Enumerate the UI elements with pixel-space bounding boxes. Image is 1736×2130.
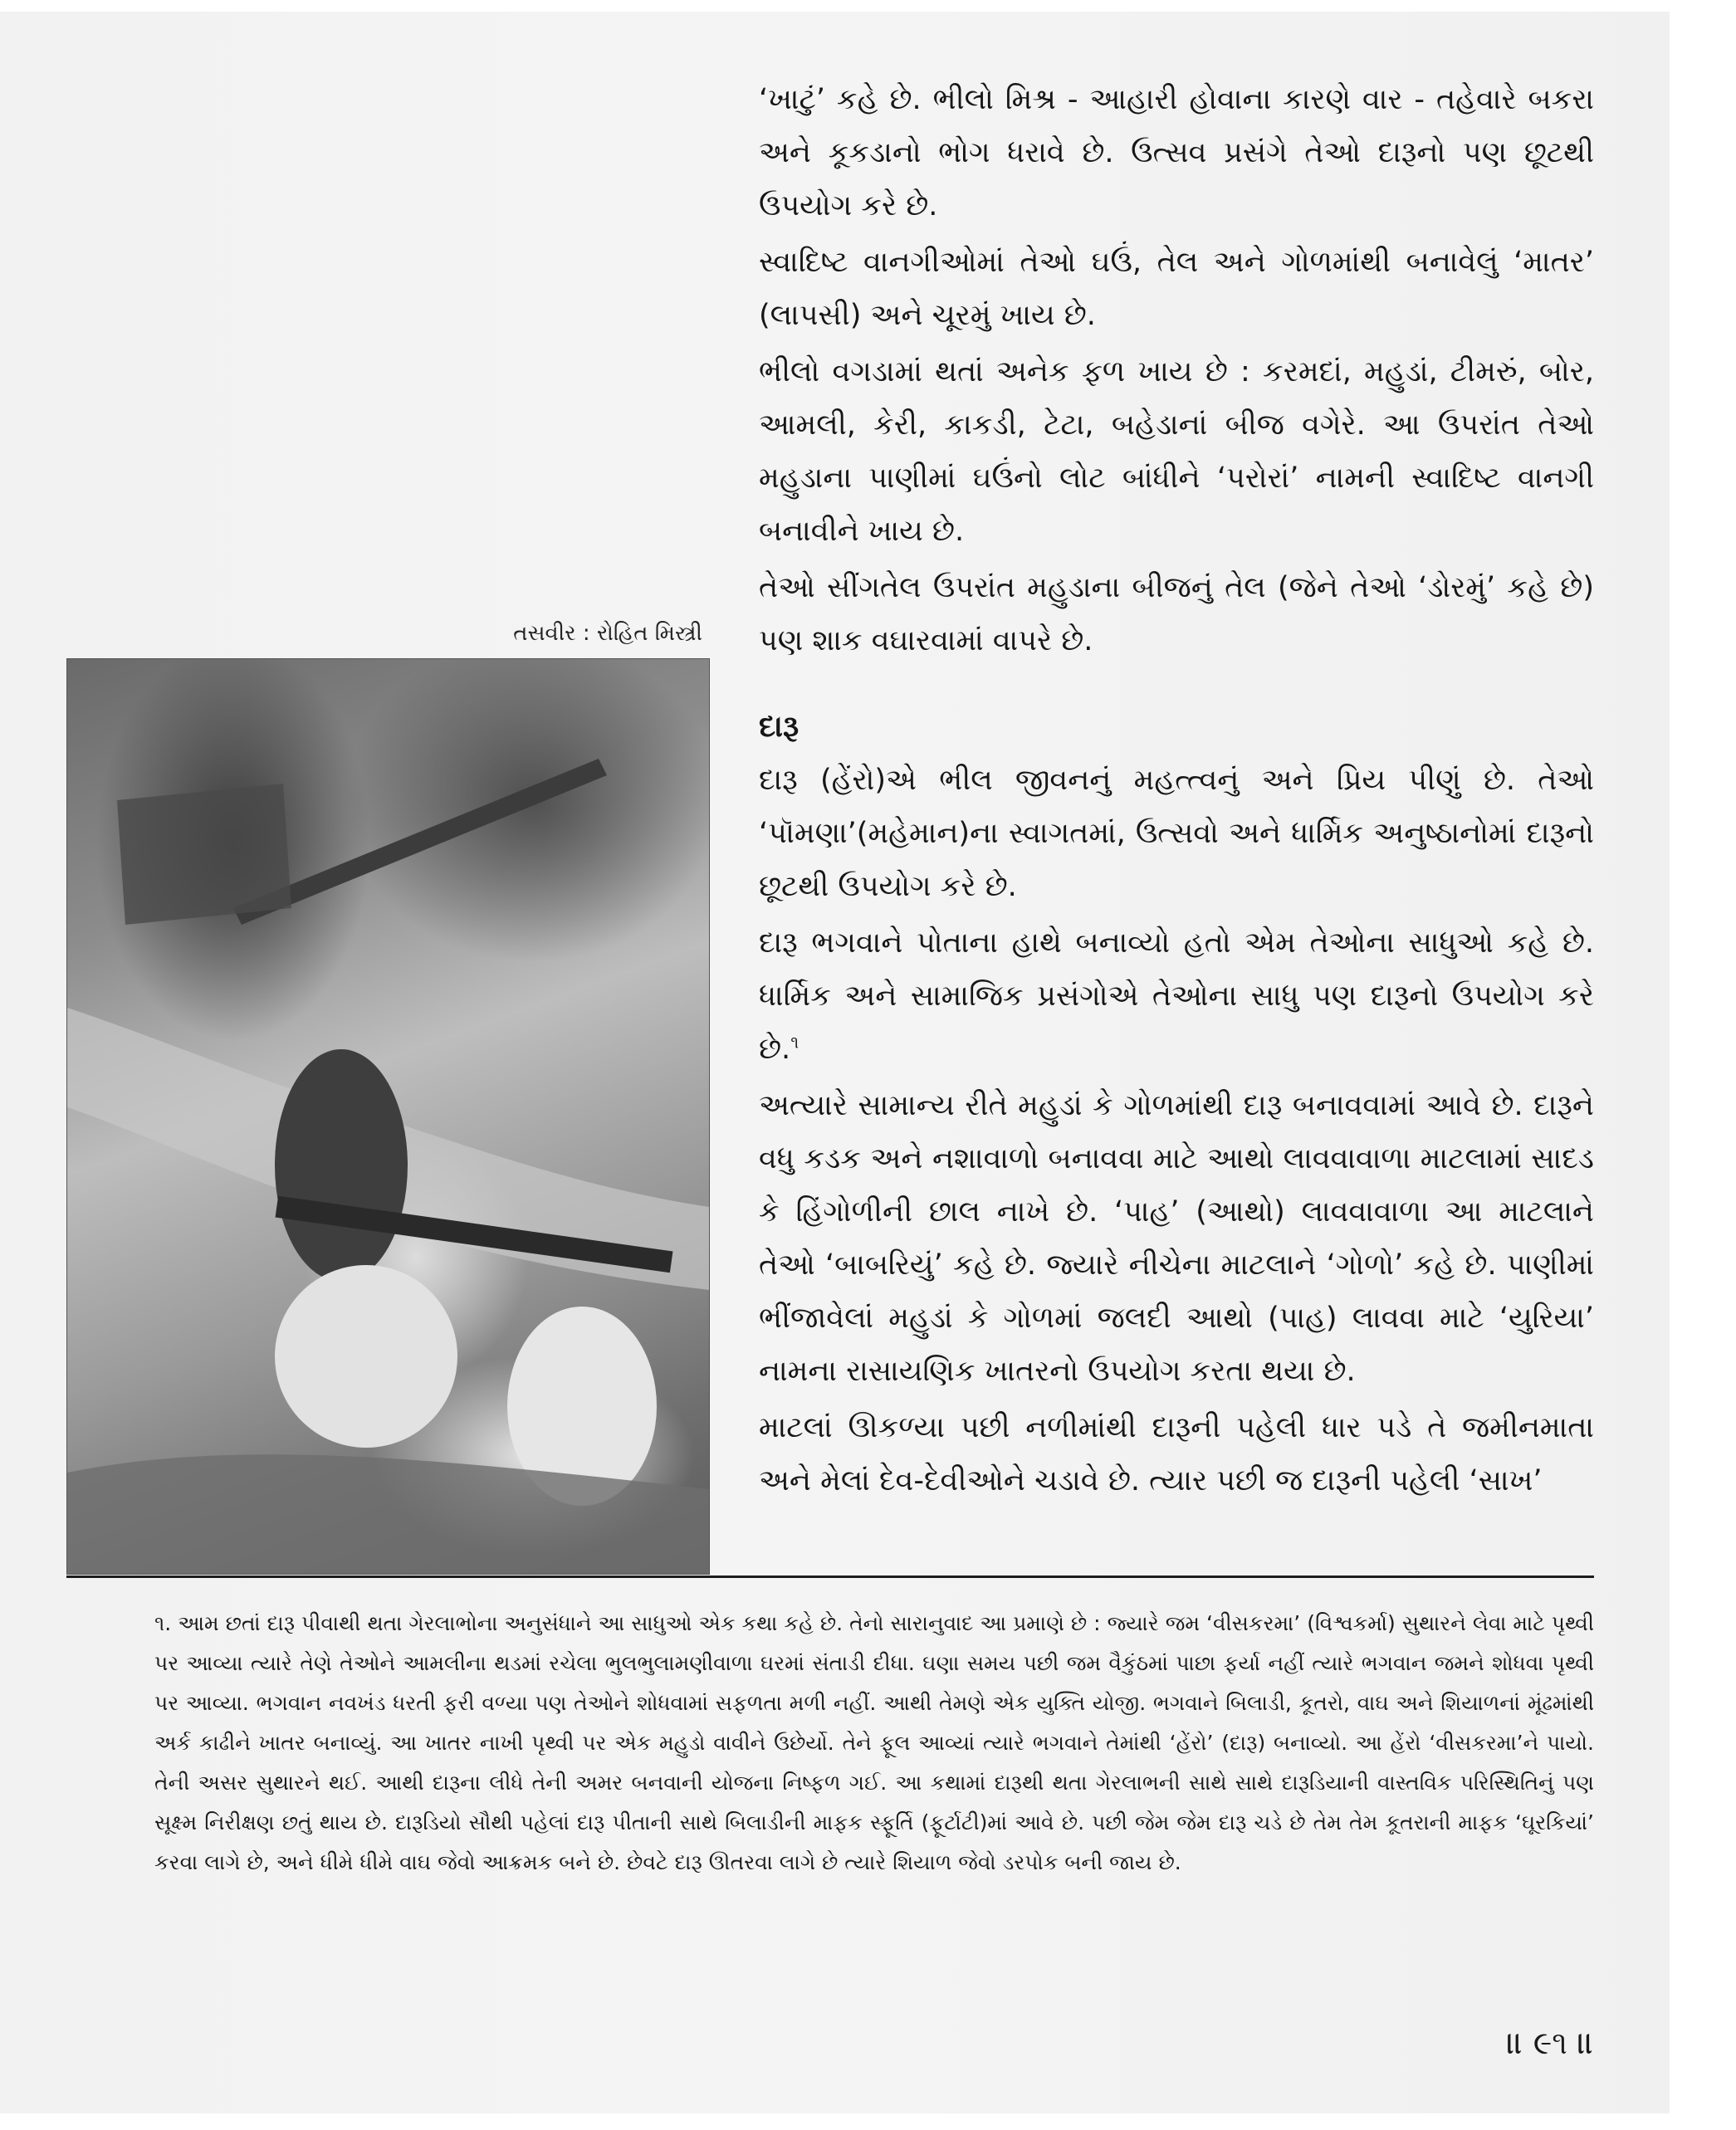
paragraph-3: ભીલો વગડામાં થતાં અનેક ફળ ખાય છે : કરમદાં, મહુડાં, ટીમરું, બોર, આમલી, કેરી, કાકડી, ટેટા, બહેડાનાં બીજ વગેરે. આ ઉપરાંત તેઓ મહુડાના પાણીમાં ઘઉંનો લોટ બાંધીને ‘પરોરાં’ નામની સ્વાદિષ્ટ વાનગી બનાવીને ખાય છે. [759,355,1594,548]
main-text-column [759,73,1594,1511]
paragraph-6-text: દારૂ ભગવાને પોતાના હાથે બનાવ્યો હતો એમ તેઓના સાધુઓ કહે છે. ધાર્મિક અને સામાજિક પ્રસંગોએ તેઓના સાધુ પણ દારૂનો ઉપયોગ કરે છે. [759,926,1594,1066]
photo-farmer-figure [275,1049,408,1282]
paragraph-5: દારૂ (હેંરો)એ ભીલ જીવનનું મહત્ત્વનું અને પ્રિય પીણું છે. તેઓ ‘પૉમણા’(મહેમાન)ના સ્વાગતમાં, ઉત્સવો અને ધાર્મિક અનુષ્ઠાનોમાં દારૂનો છૂટથી ઉપયોગ કરે છે. [759,764,1594,903]
footnote-number: ૧. [154,1611,172,1635]
footnote-1 [154,1604,1594,1883]
paragraph-6 [759,916,1594,1076]
paragraph-2: સ્વાદિષ્ટ વાનગીઓમાં તેઓ ઘઉં, તેલ અને ગોળમાંથી બનાવેલું ‘માતર’ (લાપસી) અને ચૂરમું ખાય છે. [759,246,1594,332]
scan-edge-bottom [0,2113,1736,2130]
photo-illustration [67,659,709,1574]
footnote-reference: ૧ [790,1032,799,1053]
paragraph-1: ‘ખાટું’ કહે છે. ભીલો મિશ્ર - આહારી હોવાના કારણે વાર - તહેવારે બકરા અને કૂકડાનો ભોગ ધરાવે છે. ઉત્સવ પ્રસંગે તેઓ દારૂનો પણ છૂટથી ઉપયોગ કરે છે. [759,83,1594,222]
page-number: ॥ ૯૧ ॥ [1506,2025,1594,2061]
footnote-text: આમ છતાં દારૂ પીવાથી થતા ગેરલાભોના અનુસંધાને આ સાધુઓ એક કથા કહે છે. તેનો સારાનુવાદ આ પ્રમાણે છે : જ્યારે જમ ‘વીસકરમા’ (વિશ્વકર્મા) સુથારને લેવા માટે પૃથ્વી પર આવ્યા ત્યારે તેણે તેઓને આમલીના થડમાં રચેલા ભુલભુલામણીવાળા ઘરમાં સંતાડી દીધા. ઘણા સમય પછી જમ વૈકુંઠમાં પાછા ફર્યા નહીં ત્યારે ભગવાન જમને શોધવા પૃથ્વી પર આવ્યા. ભગવાન નવખંડ ધરતી ફરી વળ્યા પણ તેઓને શોધવામાં સફળતા મળી નહીં. આથી તેમણે એક યુક્તિ યોજી. ભગવાને બિલાડી, કૂતરો, વાઘ અને શિયાળનાં મૂંઢમાંથી અર્ક કાઢીને ખાતર બનાવ્યું. આ ખાતર નાખી પૃથ્વી પર એક મહુડો વાવીને ઉછેર્યો. તેને ફૂલ આવ્યાં ત્યારે ભગવાને તેમાંથી ‘હેંરો’ (દારૂ) બનાવ્યો. આ હેંરો ‘વીસકરમા’ને પાયો. તેની અસર સુથારને થઈ. આથી દારૂના લીધે તેની અમર બનવાની યોજના નિષ્ફળ ગઈ. આ કથામાં દારૂથી થતા ગેરલાભની સાથે સાથે દારૂડિયાની વાસ્તવિક પરિસ્થિતિનું પણ સૂક્ષ્મ નિરીક્ષણ છતું થાય છે. દારૂડિયો સૌથી પહેલાં દારૂ પીતાની સાથે બિલાડીની માફક સ્ફૂર્તિ (ફૂર્ટાટી)માં આવે છે. પછી જેમ જેમ દારૂ ચડે છે તેમ તેમ કૂતરાની માફક ‘ઘૂરકિયાં’ કરવા લાગે છે, અને ધીમે ધીમે વાઘ જેવો આક્રમક બને છે. છેવટે દારૂ ઊતરવા લાગે છે ત્યારે શિયાળ જેવો ડરપોક બની જાય છે. [154,1611,1595,1874]
scan-edge-right [1670,0,1736,2130]
footnote-divider [66,1576,1594,1578]
paragraph-7: અત્યારે સામાન્ય રીતે મહુડાં કે ગોળમાંથી દારૂ બનાવવામાં આવે છે. દારૂને વધુ કડક અને નશાવાળો બનાવવા માટે આથો લાવવાવાળા માટલામાં સાદડ કે હિંગોળીની છાલ નાખે છે. ‘પાહ’ (આથો) લાવવાવાળા આ માટલાને તેઓ ‘બાબરિયું’ કહે છે. જ્યારે નીચેના માટલાને ‘ગોળો’ કહે છે. પાણીમાં ભીંજાવેલાં મહુડાં કે ગોળમાં જલદી આથો (પાહ) લાવવા માટે ‘યુરિયા’ નામના રાસાયણિક ખાતરનો ઉપયોગ કરતા થયા છે. [759,1089,1594,1388]
paragraph-8: માટલાં ઊકળ્યા પછી નળીમાંથી દારૂની પહેલી ધાર પડે તે જમીનમાતા અને મેલાં દેવ-દેવીઓને ચડાવે છે. ત્યાર પછી જ દારૂની પહેલી ‘સાખ’ [759,1411,1594,1497]
paragraph-4: તેઓ સીંગતેલ ઉપરાંત મહુડાના બીજનું તેલ (જેને તેઓ ‘ડોરમું’ કહે છે) પણ શાક વઘારવામાં વાપરે છે. [759,571,1594,657]
scan-edge-top [0,0,1736,12]
photo-caption: તસવીર : રોહિત મિસ્ત્રી [513,621,702,646]
photo-pulley-frame [117,784,291,925]
photo-bullock-left [275,1265,457,1448]
photo-bullocks-at-well [66,658,710,1575]
section-heading-daru: દારૂ [759,710,800,744]
